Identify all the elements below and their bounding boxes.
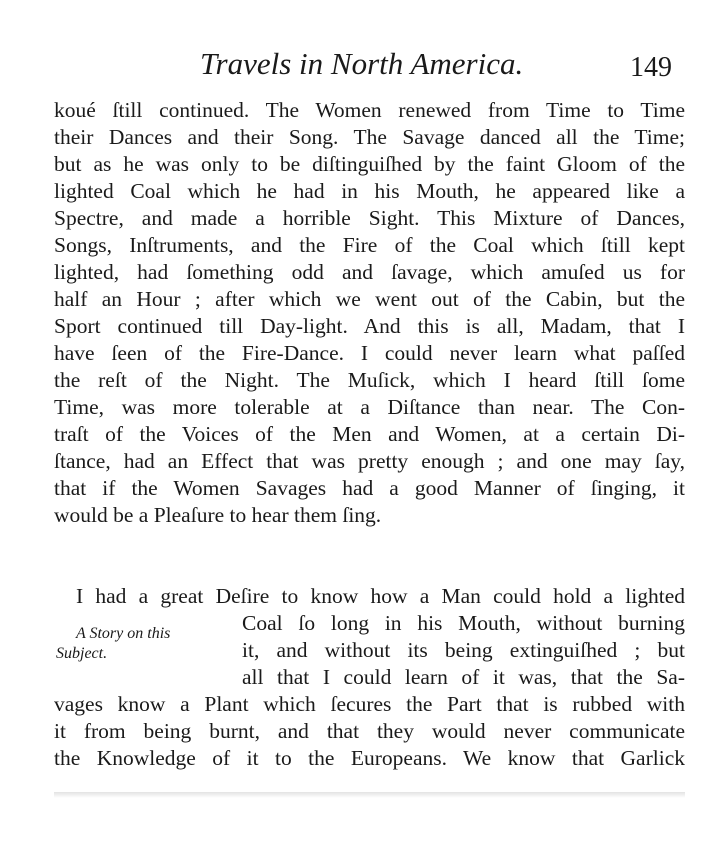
text-line: lighted Coal which he had in his Mouth, he appeared like a [54,179,685,203]
text-line: all that I could learn of it was, that the Sa- [242,665,685,689]
text-line: it, and without its being extinguiſhed ; but [242,638,685,662]
text-line: vages know a Plant which ſecures the Part that is rubbed with [54,692,685,716]
text-line: koué ſtill continued. The Women renewed from Time to Time [54,98,685,122]
page-number: 149 [630,52,672,83]
text-line: but as he was only to be diſtinguiſhed by the faint Gloom of the [54,152,685,176]
text-line: the reſt of the Night. The Muſick, which I heard ſtill ſome [54,368,685,392]
text-line: that if the Women Savages had a good Manner of ſinging, it [54,476,685,500]
text-line: it from being burnt, and that they would never communicate [54,719,685,743]
text-line: traſt of the Voices of the Men and Women, at a certain Di- [54,422,685,446]
text-line: Sport continued till Day-light. And this is all, Madam, that I [54,314,685,338]
text-line: Spectre, and made a horrible Sight. This Mixture of Dances, [54,206,685,230]
text-line: lighted, had ſomething odd and ſavage, which amuſed us for [54,260,685,284]
text-line: half an Hour ; after which we went out of the Cabin, but the [54,287,685,311]
cut-off-text-edge [54,792,685,798]
text-line: ſtance, had an Effect that was pretty enough ; and one may ſay, [54,449,685,473]
margin-note-line-2: Subject. [56,645,108,662]
text-line: Coal ſo long in his Mouth, without burning [242,611,685,635]
text-line: would be a Pleaſure to hear them ſing. [54,503,382,527]
text-line: Songs, Inſtruments, and the Fire of the Coal which ſtill kept [54,233,685,257]
text-line: have ſeen of the Fire-Dance. I could never learn what paſſed [54,341,685,365]
running-header-title: Travels in North America. [200,46,524,81]
text-line: Time, was more tolerable at a Diſtance than near. The Con- [54,395,685,419]
margin-note-line-1: A Story on this [76,625,171,642]
text-line: I had a great Deſire to know how a Man could hold a lighted [76,584,685,608]
text-line: their Dances and their Song. The Savage danced all the Time; [54,125,685,149]
text-line: the Knowledge of it to the Europeans. We know that Garlick [54,746,685,770]
